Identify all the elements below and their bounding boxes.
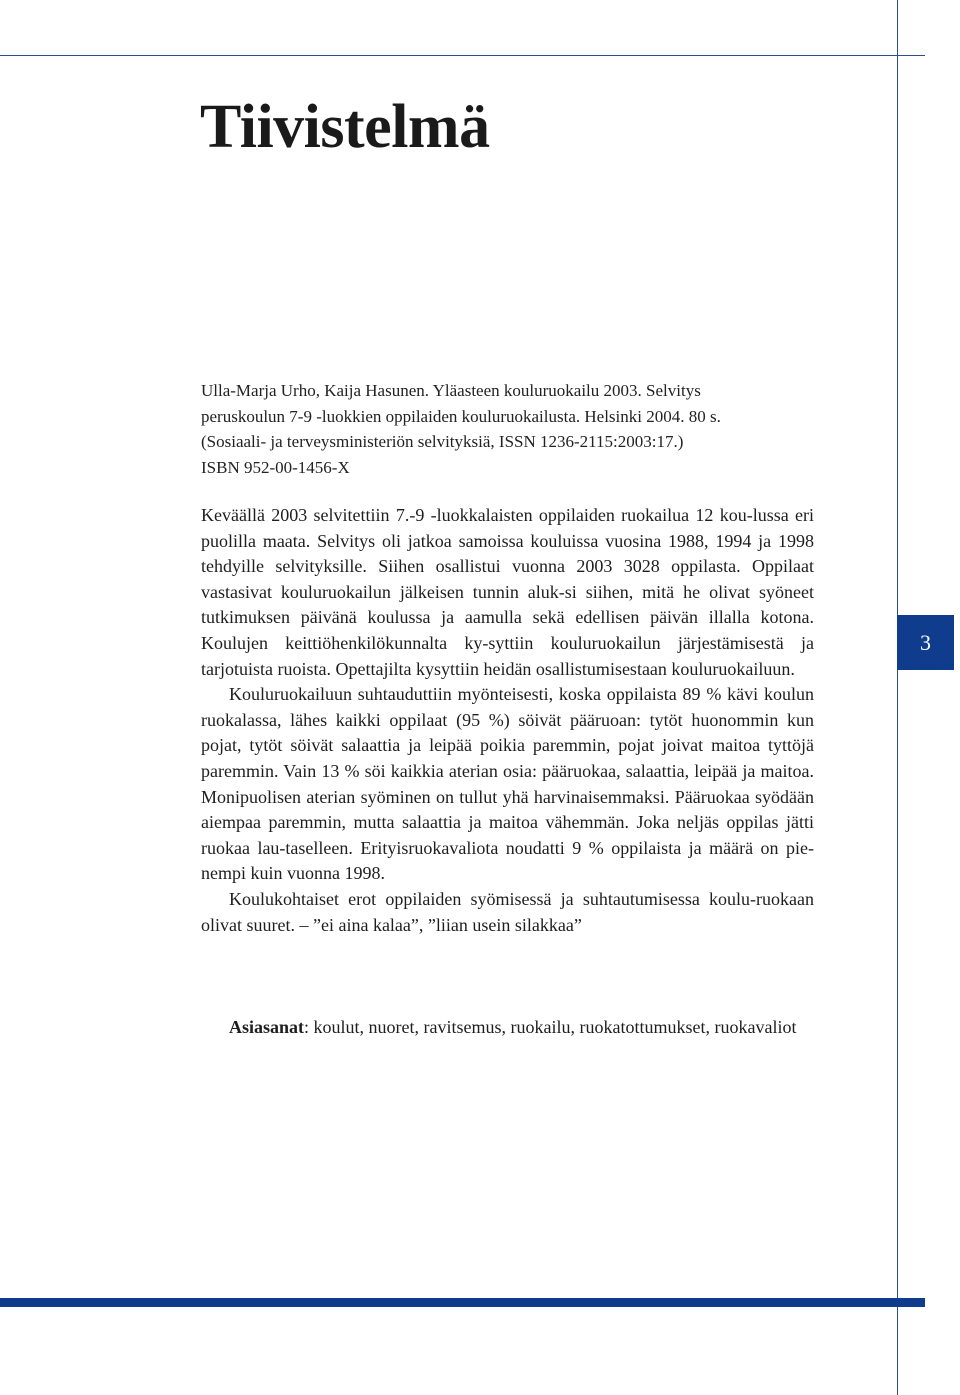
page-title: Tiivistelmä — [200, 93, 490, 161]
citation-line: Ulla-Marja Urho, Kaija Hasunen. Yläasteen kouluruokailu 2003. Selvitys — [201, 381, 701, 400]
top-header-rule — [0, 55, 925, 56]
abstract-paragraph: Kouluruokailuun suhtauduttiin myönteisesti, koska oppilaista 89 % kävi koulun ruokalassa, lähes kaikki oppilaat (95 %) söivät pääruoan: tytöt huonommin kun pojat, tytöt söivät salaattia ja leipää poikia paremmin, pojat joivat maitoa tyttöjä paremmin. Vain 13 % söi kaikkia aterian osia: pääruokaa, salaattia, leipää ja maitoa. Monipuolisen aterian syöminen on tullut yhä harvinaisemmaksi. Pääruokaa syödään aiempaa paremmin, mutta salaattia ja maitoa vähemmän. Joka neljäs oppilas jätti ruokaa lau-taselleen. Erityisruokavaliota noudatti 9 % oppilaista ja määrä on pie-nempi kuin vuonna 1998. — [201, 684, 814, 884]
keywords-label: Asiasanat — [229, 1017, 305, 1037]
keywords-text: koulut, nuoret, ravitsemus, ruokailu, ruokatottumukset, ruokavaliot — [313, 1017, 797, 1037]
citation-line: peruskoulun 7-9 -luokkien oppilaiden kouluruokailusta. Helsinki 2004. 80 s. — [201, 406, 721, 426]
citation-line: ISBN 952-00-1456-X — [201, 457, 350, 477]
bibliographic-citation — [201, 378, 801, 480]
chapter-number-tab — [897, 615, 954, 670]
keywords-separator: : — [304, 1017, 314, 1037]
chapter-number: 3 — [920, 629, 931, 655]
citation-line: (Sosiaali- ja terveysministeriön selvityksiä, ISSN 1236-2115:2003:17.) — [201, 432, 684, 451]
keywords-section — [201, 1015, 814, 1041]
abstract-paragraph: Koulukohtaiset erot oppilaiden syömisessä ja suhtautumisessa koulu-ruokaan olivat suuret. – ”ei aina kalaa”, ”liian usein silakkaa” — [201, 888, 814, 935]
abstract-body — [201, 503, 814, 938]
vertical-margin-rule — [897, 0, 898, 1395]
abstract-paragraph: Keväällä 2003 selvitettiin 7.-9 -luokkalaisten oppilaiden ruokailua 12 kou-lussa eri puolilla maata. Selvitys oli jatkoa samoissa kouluissa vuosina 1988, 1994 ja 1998 tehdyille selvityksille. Siihen osallistui vuonna 2003 3028 oppilasta. Oppilaat vastasivat kouluruokailun jälkeisen tunnin aluk-si siihen, mitä he olivat syöneet tutkimuksen päivänä koulussa ja aamulla sekä edellisen päivän illalla kotona. Koulujen keittiöhenkilökunnalta ky-syttiin kouluruokailun järjestämisestä ja tarjotuista ruoista. Opettajilta kysyttiin heidän osallistumisestaan kouluruokailuun. — [201, 505, 814, 679]
footer-bar — [0, 1298, 925, 1307]
